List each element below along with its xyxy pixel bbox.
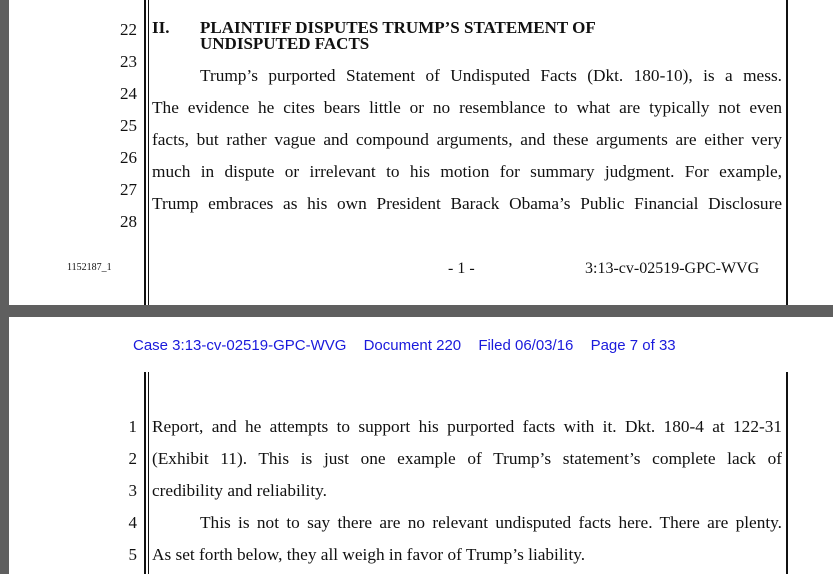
right-margin-rule bbox=[786, 372, 788, 574]
body-text-line: much in dispute or irrelevant to his motion for summary judgment. For example, bbox=[152, 162, 782, 181]
left-margin-rule-inner bbox=[148, 0, 150, 305]
line-number: 23 bbox=[120, 52, 137, 71]
line-number: 5 bbox=[128, 545, 137, 564]
body-text-line: Trump’s purported Statement of Undisputed Facts (Dkt. 180-10), is a mess. bbox=[200, 66, 782, 85]
body-text-line: The evidence he cites bears little or no resemblance to what are typically not even bbox=[152, 98, 782, 117]
left-margin-rule-outer bbox=[144, 372, 146, 574]
line-number: 26 bbox=[120, 148, 137, 167]
header-document-number: Document 220 bbox=[363, 337, 462, 354]
line-number: 4 bbox=[128, 513, 137, 532]
footer-case-number: 3:13-cv-02519-GPC-WVG bbox=[585, 260, 760, 277]
page-number: - 1 - bbox=[448, 260, 475, 277]
line-number: 3 bbox=[128, 481, 137, 500]
document-page-2 bbox=[9, 317, 833, 574]
ecf-filing-header bbox=[133, 337, 689, 354]
body-text-line: credibility and reliability. bbox=[152, 481, 327, 500]
body-text-line: facts, but rather vague and compound arguments, and these arguments are either very bbox=[152, 130, 782, 149]
left-margin-rule-inner bbox=[148, 372, 150, 574]
left-margin-rule-outer bbox=[144, 0, 146, 305]
line-number: 24 bbox=[120, 84, 137, 103]
body-text-line: This is not to say there are no relevant undisputed facts here. There are plenty. bbox=[200, 513, 782, 532]
document-page-1 bbox=[9, 0, 833, 305]
body-text-line: Report, and he attempts to support his purported facts with it. Dkt. 180-4 at 122-31 bbox=[152, 417, 782, 436]
section-heading-line-1: PLAINTIFF DISPUTES TRUMP’S STATEMENT OF bbox=[200, 18, 596, 37]
section-numeral: II. bbox=[152, 18, 170, 37]
line-number: 27 bbox=[120, 180, 137, 199]
section-heading-line-2: UNDISPUTED FACTS bbox=[200, 34, 370, 53]
body-text-line: Trump embraces as his own President Barack Obama’s Public Financial Disclosure bbox=[152, 194, 782, 213]
body-text-line: As set forth below, they all weigh in favor of Trump’s liability. bbox=[152, 545, 586, 564]
line-number: 22 bbox=[120, 20, 137, 39]
line-number: 28 bbox=[120, 212, 137, 231]
right-margin-rule bbox=[786, 0, 788, 305]
header-page-count: Page 7 of 33 bbox=[590, 337, 676, 354]
line-number: 25 bbox=[120, 116, 137, 135]
document-id: 1152187_1 bbox=[67, 262, 112, 273]
line-number: 2 bbox=[128, 449, 137, 468]
body-text-line: (Exhibit 11). This is just one example of Trump’s statement’s complete lack of bbox=[152, 449, 782, 468]
line-number: 1 bbox=[128, 417, 137, 436]
header-case-number: Case 3:13-cv-02519-GPC-WVG bbox=[133, 337, 347, 354]
header-filed-date: Filed 06/03/16 bbox=[478, 337, 574, 354]
